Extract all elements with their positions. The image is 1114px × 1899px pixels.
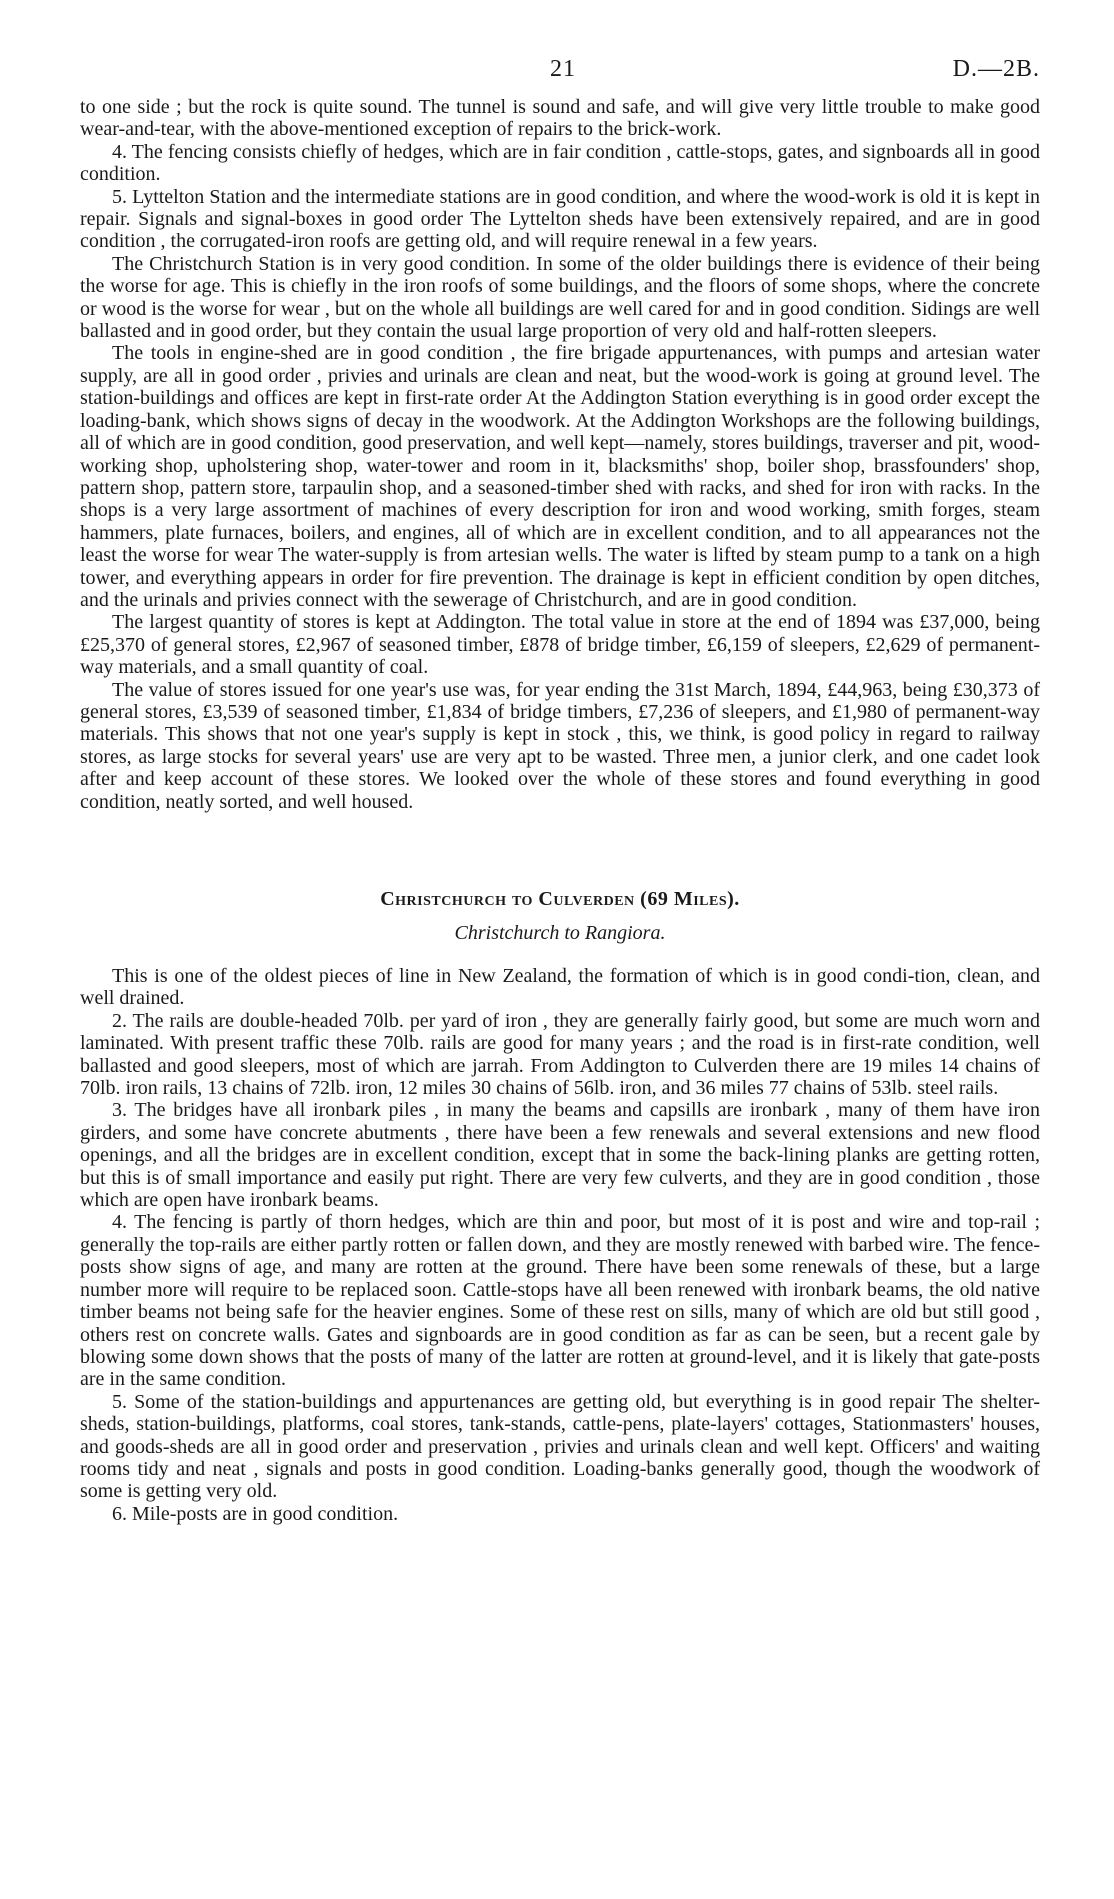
section-christchurch-culverden bbox=[80, 965, 1040, 1525]
paragraph: 4. The fencing is partly of thorn hedges, which are thin and poor, but most of it is post and wire and top-rail ; generally the top-rails are either partly rotten or fallen down, and they are mostly renewed with barbed wire. The fence-posts show signs of age, and many are rotten at the ground. There have been some renewals of these, but a large number more will require to be replaced soon. Cattle-stops have all been renewed with ironbark beams, the old native timber beams not being safe for the heavier engines. Some of these rest on sills, many of which are old but still good , others rest on concrete walls. Gates and signboards are in good condition as far as can be seen, but a recent gale by blowing some down shows that the posts of many of the latter are rotten at ground-level, and it is likely that gate-posts are in the same condition. bbox=[80, 1211, 1040, 1391]
paragraph: 2. The rails are double-headed 70lb. per yard of iron , they are generally fairly good, but some are much worn and laminated. With present traffic these 70lb. rails are good for many years ; and the road is in first-rate condition, well ballasted and good sleepers, most of which are jarrah. From Addington to Culverden there are 19 miles 14 chains of 70lb. iron rails, 13 chains of 72lb. iron, 12 miles 30 chains of 56lb. iron, and 36 miles 77 chains of 53lb. steel rails. bbox=[80, 1009, 1040, 1100]
paragraph: to one side ; but the rock is quite sound. The tunnel is sound and safe, and will give very little trouble to make good wear-and-tear, with the above-mentioned exception of repairs to the brick-work. bbox=[80, 96, 1040, 141]
paragraph: 5. Some of the station-buildings and appurtenances are getting old, but everything is in good repair The shelter-sheds, station-buildings, platforms, coal stores, tank-stands, cattle-pens, plate-layers' cottages, Stationmasters' houses, and goods-sheds are all in good order and preservation , privies and urinals clean and well kept. Officers' and waiting rooms tidy and neat , signals and posts in good condition. Loading-banks generally good, though the woodwork of some is getting very old. bbox=[80, 1390, 1040, 1503]
paragraph: 3. The bridges have all ironbark piles , in many the beams and capsills are ironbark , many of them have iron girders, and some have concrete abutments , there have been a few renewals and several extensions and new flood openings, and all the bridges are in excellent condition, except that in some the back-lining planks are getting rotten, but this is of small importance and easily put right. There are very few culverts, and they are in good condition , those which are open have ironbark beams. bbox=[80, 1099, 1040, 1212]
paragraph: This is one of the oldest pieces of line in New Zealand, the formation of which is in good condi-tion, clean, and well drained. bbox=[80, 965, 1040, 1010]
paragraph: The tools in engine-shed are in good condition , the fire brigade appurtenances, with pumps and artesian water supply, are all in good order , privies and urinals are clean and neat, but the wood-work is going at ground level. The station-buildings and offices are kept in first-rate order At the Addington Station everything is in good order except the loading-bank, which shows signs of decay in the woodwork. At the Addington Workshops are the following buildings, all of which are in good condition, good preservation, and well kept—namely, stores buildings, traverser and pit, wood-working shop, upholstering shop, water-tower and room in it, blacksmiths' shop, boiler shop, brassfounders' shop, pattern shop, pattern store, tarpaulin shop, and a seasoned-timber shed with racks, and shed for iron with racks. In the shops is a very large assortment of machines of every description for iron and wood working, smith forges, steam hammers, plate furnaces, boilers, and engines, all of which are in excellent condition, and to all appearances not the least the worse for wear The water-supply is from artesian wells. The water is lifted by steam pump to a tank on a high tower, and everything appears in order for fire prevention. The drainage is kept in efficient condition by open ditches, and the urinals and privies connect with the sewerage of Christchurch, and are in good condition. bbox=[80, 342, 1040, 611]
section-spacer bbox=[80, 813, 1040, 887]
paragraph: The value of stores issued for one year's use was, for year ending the 31st March, 1894, £44,963, being £30,373 of general stores, £3,539 of seasoned timber, £1,834 of bridge timbers, £7,236 of sleepers, and £1,980 of permanent-way materials. This shows that not one year's supply is kept in stock , this, we think, is good policy in regard to railway stores, as large stocks for several years' use are very apt to be wasted. Three men, a junior clerk, and one cadet look after and keep account of these stores. We looked over the whole of these stores and found everything in good condition, neatly sorted, and well housed. bbox=[80, 678, 1040, 813]
paragraph: 5. Lyttelton Station and the intermediate stations are in good condition, and where the wood-work is old it is kept in repair. Signals and signal-boxes in good order The Lyttelton sheds have been extensively repaired, and are in good condition , the corrugated-iron roofs are getting old, and will require renewal in a few years. bbox=[80, 185, 1040, 253]
section-subtitle: Christchurch to Rangiora. bbox=[454, 922, 666, 944]
paragraph: The Christchurch Station is in very good condition. In some of the older buildings there is evidence of their being the worse for age. This is chiefly in the iron roofs of some buildings, and the floors of some shops, where the concrete or wood is the worse for wear , but on the whole all buildings are well cared for and in good condition. Sidings are well ballasted and in good order, but they contain the usual large proportion of very old and half-rotten sleepers. bbox=[80, 252, 1040, 343]
paragraph: 6. Mile-posts are in good condition. bbox=[112, 1502, 399, 1525]
paragraph: The largest quantity of stores is kept at Addington. The total value in store at the end of 1894 was £37,000, being £25,370 of general stores, £2,967 of seasoned timber, £878 of bridge timber, £6,159 of sleepers, £2,629 of permanent-way materials, and a small quantity of coal. bbox=[80, 611, 1040, 679]
section-title: Christchurch to Culverden (69 Miles). bbox=[380, 888, 740, 910]
document-reference: D.—2B. bbox=[952, 56, 1040, 82]
page-number: 21 bbox=[550, 56, 576, 82]
section-addington-stores bbox=[80, 96, 1040, 813]
page-header bbox=[80, 56, 1040, 96]
document-page bbox=[80, 56, 1040, 1525]
paragraph: 4. The fencing consists chiefly of hedges, which are in fair condition , cattle-stops, gates, and signboards all in good condition. bbox=[80, 140, 1040, 186]
